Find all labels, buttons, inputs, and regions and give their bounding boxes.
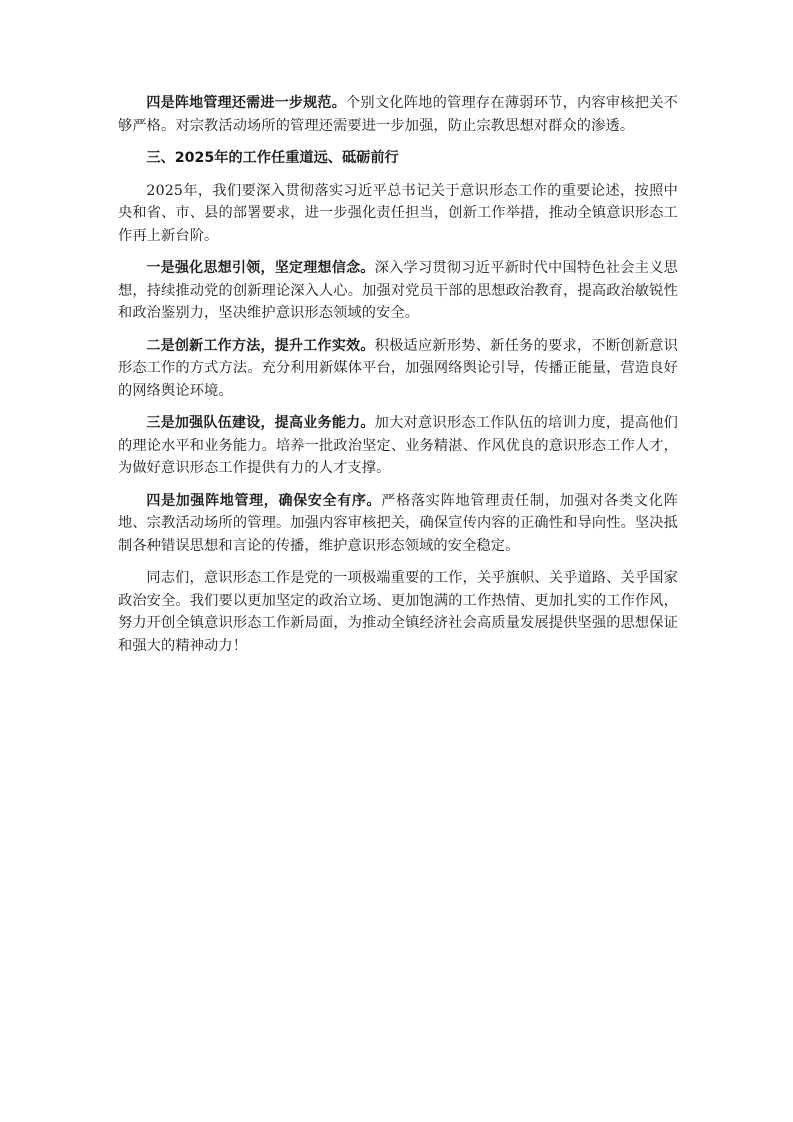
- section-heading: 三、2025年的工作任重道远、砥砺前行: [146, 150, 399, 166]
- paragraph-lead: 四是阵地管理还需进一步规范。: [146, 95, 346, 111]
- paragraph-intro-2025: [118, 180, 678, 248]
- paragraph-lead: 一是强化思想引领，坚定理想信念。: [146, 260, 375, 276]
- paragraph-body: 2025年，我们要深入贯彻落实习近平总书记关于意识形态工作的重要论述，按照中央和省、市、县的部署要求，进一步强化责任担当，创新工作举措，推动全镇意识形态工作再上新台阶。: [118, 182, 678, 244]
- paragraph-body: 个别文化阵地的管理存在薄弱环节，内容审核把关不够严格。对宗教活动场所的管理还需要进一步加强，防止宗教思想对群众的渗透。: [118, 95, 678, 134]
- paragraph-lead: 三是加强队伍建设，提高业务能力。: [146, 415, 375, 431]
- paragraph-point-2: [118, 335, 678, 403]
- paragraph-body: 深入学习贯彻习近平新时代中国特色社会主义思想，持续推动党的创新理论深入人心。加强对党员干部的思想政治教育，提高政治敏锐性和政治鉴别力，坚决维护意识形态领域的安全。: [118, 260, 678, 321]
- paragraph-body: 同志们，意识形态工作是党的一项极端重要的工作，关乎旗帜、关乎道路、关乎国家政治安全。我们要以更加坚定的政治立场、更加饱满的工作热情、更加扎实的工作作风，努力开创全镇意识形态工作新局面，为推动全镇经济社会高质量发展提供坚强的思想保证和强大的精神动力！: [118, 570, 678, 654]
- paragraph-body: 严格落实阵地管理责任制，加强对各类文化阵地、宗教活动场所的管理。加强内容审核把关，确保宣传内容的正确性和导向性。坚决抵制各种错误思想和言论的传播，维护意识形态领域的安全稳定。: [118, 492, 678, 554]
- paragraph-lead: 四是加强阵地管理，确保安全有序。: [146, 492, 382, 509]
- paragraph-body: 加大对意识形态工作队伍的培训力度，提高他们的理论水平和业务能力。培养一批政治坚定、业务精湛、作风优良的意识形态工作人才，为做好意识形态工作提供有力的人才支撑。: [118, 415, 678, 476]
- document-page: [118, 92, 678, 667]
- paragraph-point-1: [118, 257, 678, 325]
- paragraph-lead: 二是创新工作方法，提升工作实效。: [146, 337, 375, 354]
- paragraph-point-3: [118, 412, 678, 480]
- paragraph-body: 积极适应新形势、新任务的要求，不断创新意识形态工作的方式方法。充分利用新媒体平台，加强网络舆论引导，传播正能量，营造良好的网络舆论环境。: [118, 337, 678, 399]
- paragraph-point-4-problem: [118, 92, 678, 137]
- paragraph-closing: [118, 567, 678, 657]
- paragraph-point-4: [118, 490, 678, 558]
